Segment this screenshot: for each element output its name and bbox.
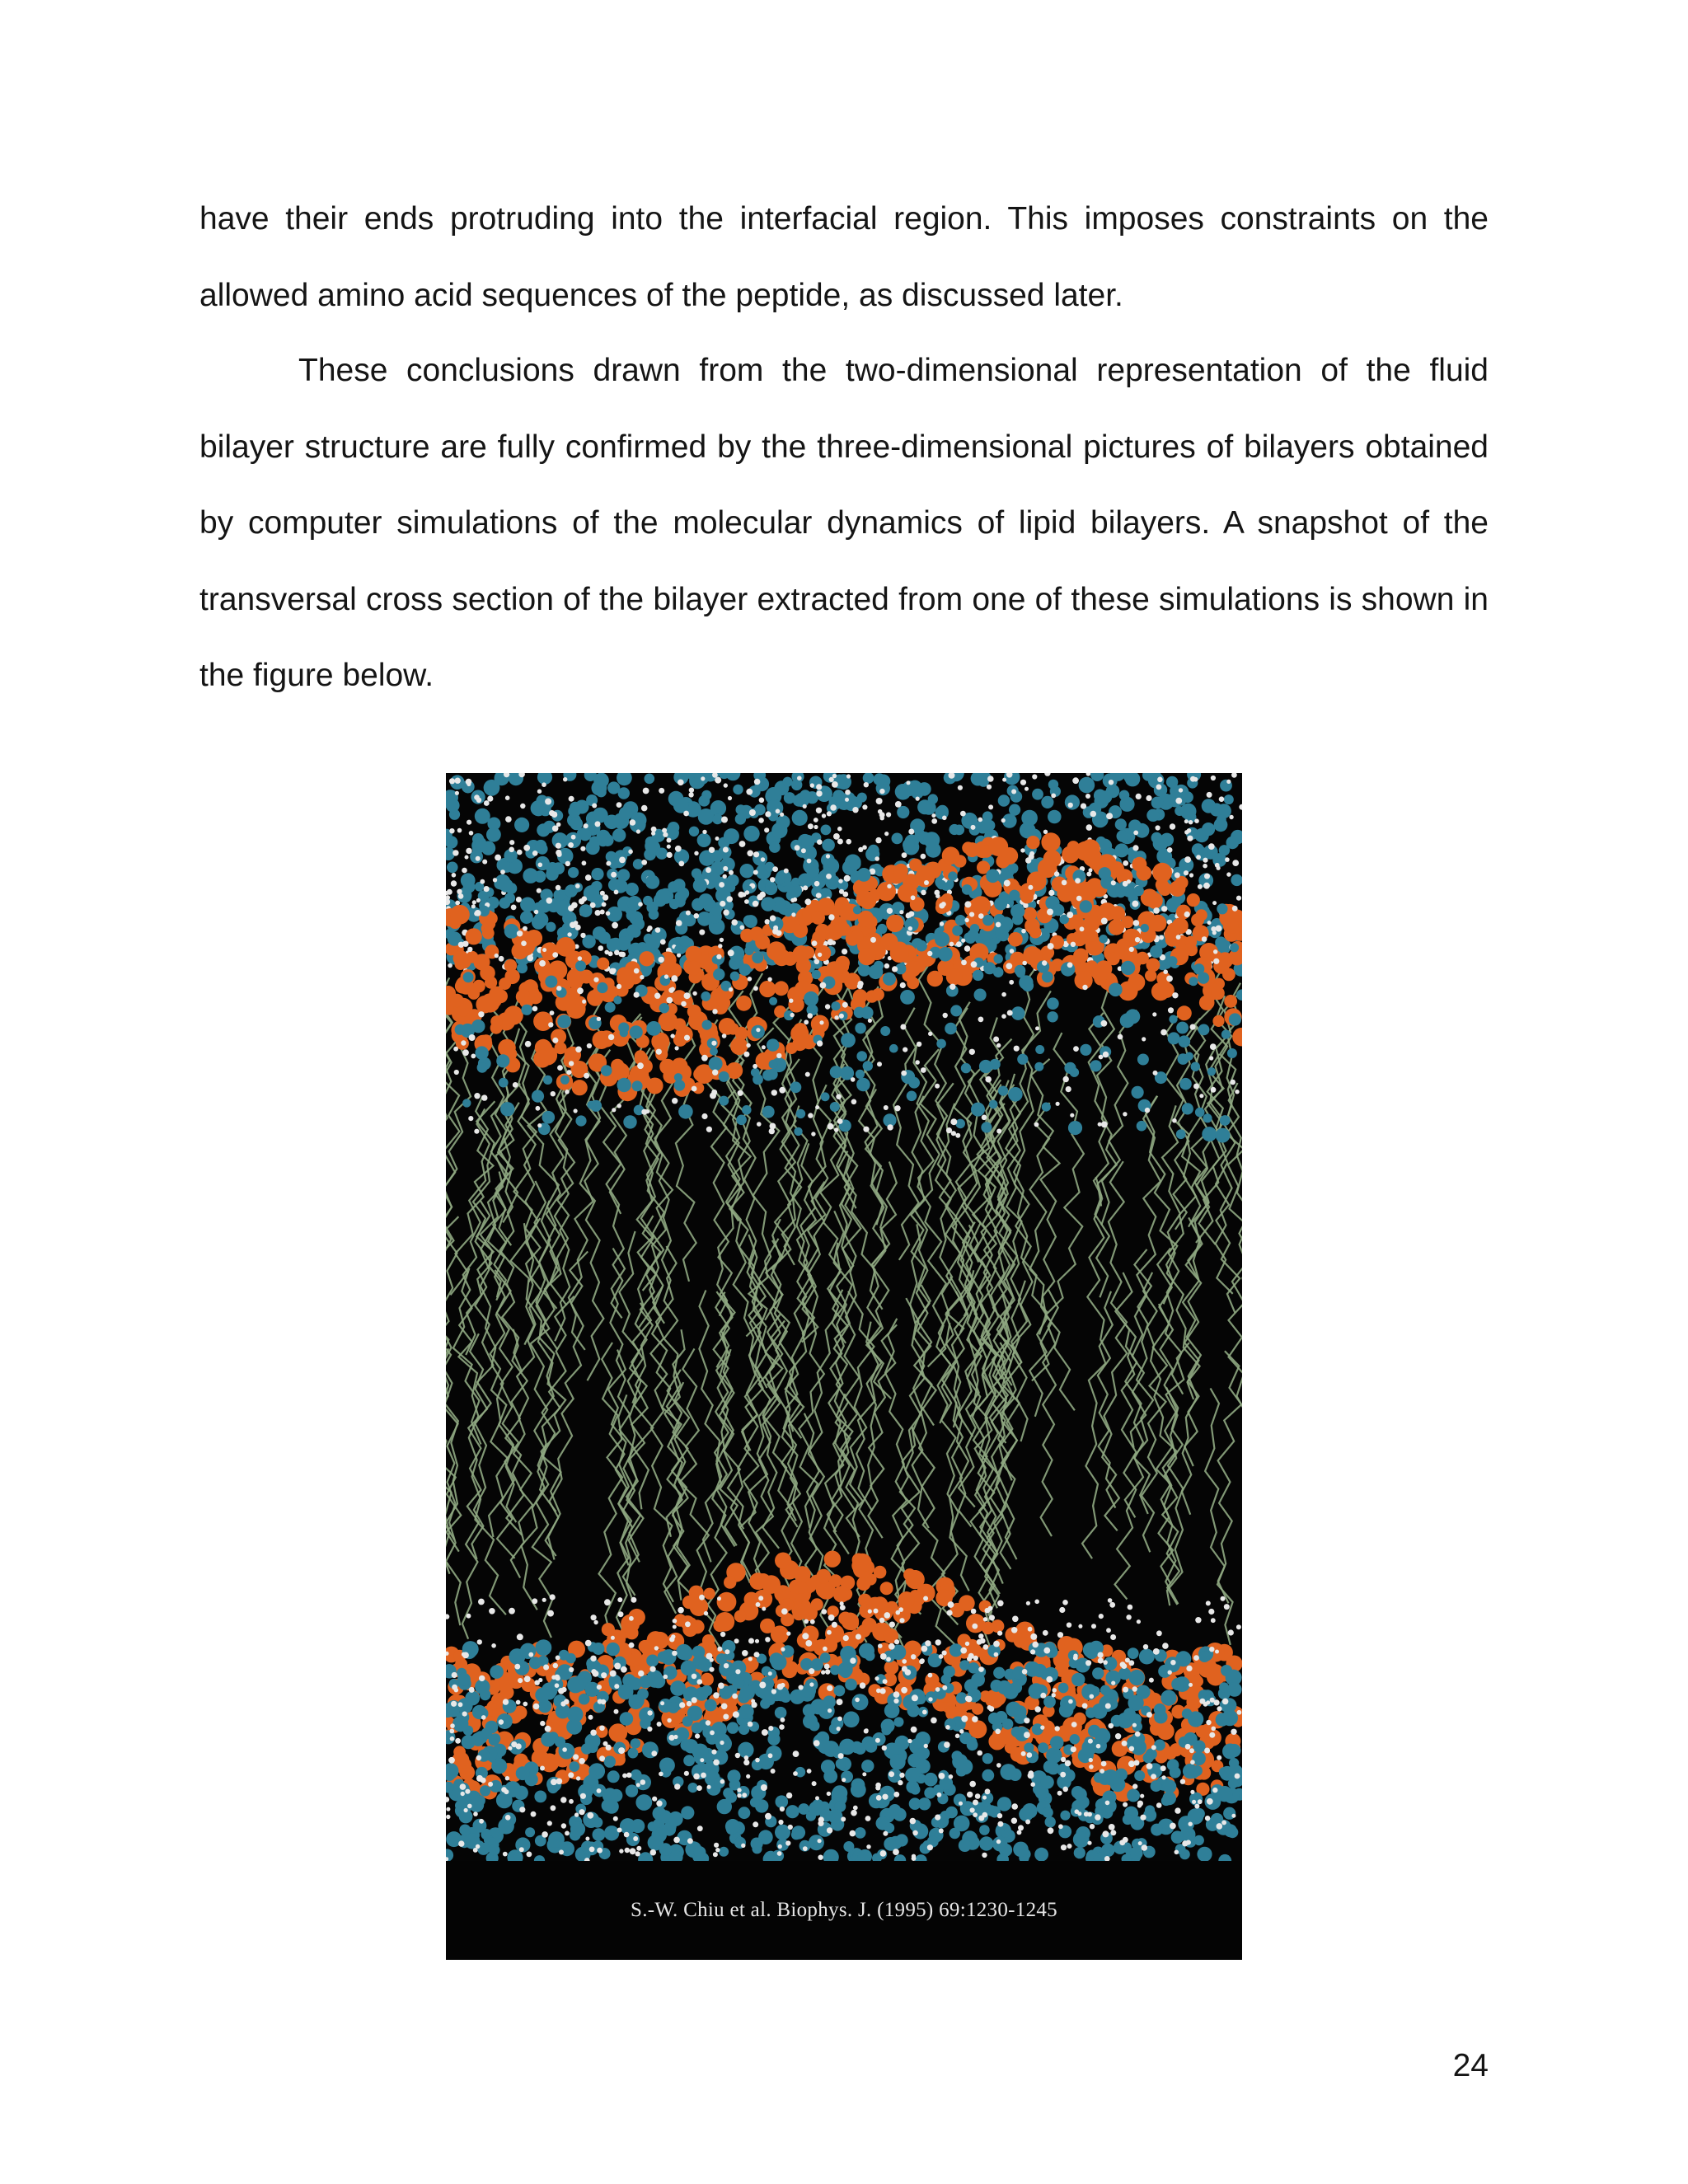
figure-caption-bar bbox=[446, 1861, 1242, 1960]
body-paragraph-1: have their ends protruding into the interfacial region. This imposes constraints on the allowed amino acid sequences of the peptide, as discussed later. bbox=[199, 201, 1489, 313]
figure-caption: S.-W. Chiu et al. Biophys. J. (1995) 69:1230-1245 bbox=[631, 1899, 1057, 1921]
bilayer-simulation-image bbox=[446, 773, 1242, 1861]
bilayer-simulation-figure bbox=[446, 773, 1242, 1960]
body-paragraph-2: These conclusions drawn from the two-dimensional representation of the fluid bilayer structure are fully confirmed by the three-dimensional pictures of bilayers obtained by computer simulations of the molecular dynamics of lipid bilayers. A snapshot of the transversal cross section of the bilayer extracted from one of these simulations is shown in the figure below. bbox=[199, 353, 1489, 693]
page-number: 24 bbox=[1452, 2048, 1489, 2083]
